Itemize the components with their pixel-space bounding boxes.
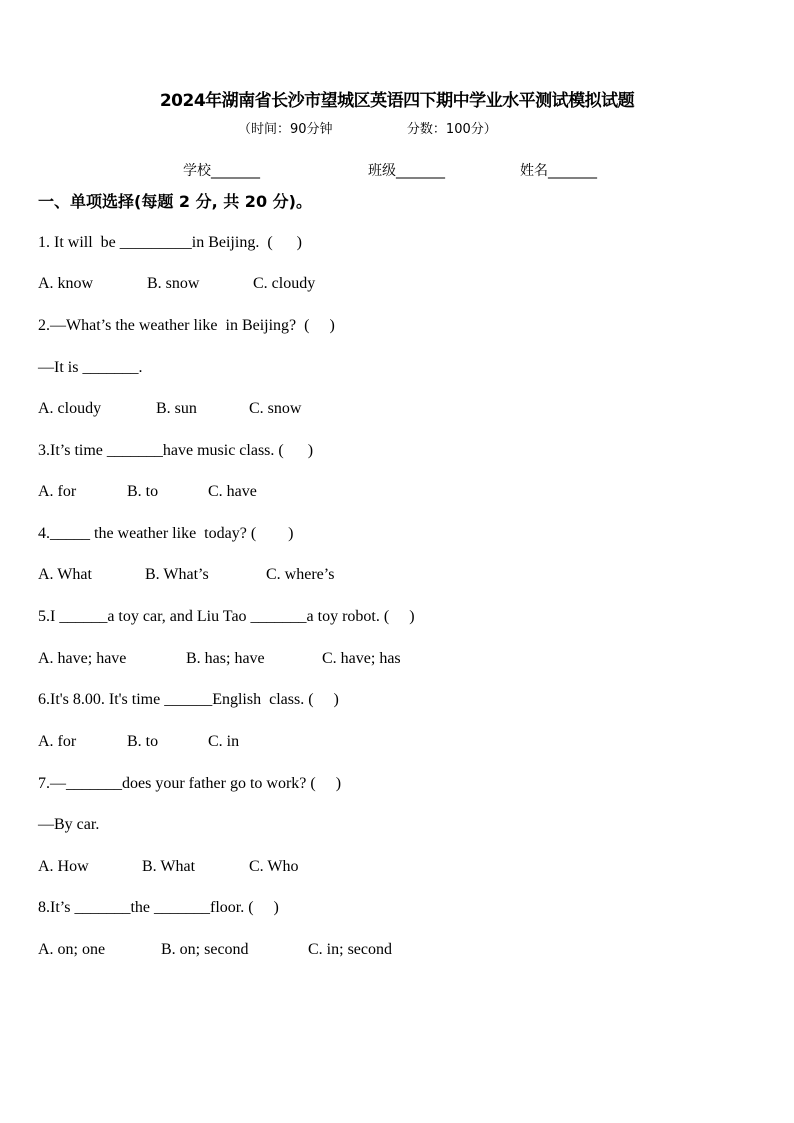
exam-time-score: （时间：90分钟 分数：100分） xyxy=(238,122,497,137)
option-c[interactable]: C. have xyxy=(208,483,257,500)
question-2-stem: 2.—What’s the weather like in Beijing? ( ) xyxy=(38,317,335,334)
option-c[interactable]: C. Who xyxy=(249,858,299,875)
option-c[interactable]: C. in; second xyxy=(308,941,392,958)
option-b[interactable]: B. What’s xyxy=(145,566,209,583)
question-1-stem: 1. It will be _________in Beijing. ( ) xyxy=(38,234,302,251)
option-c[interactable]: C. in xyxy=(208,733,240,750)
option-a[interactable]: A. know xyxy=(38,275,94,292)
option-a[interactable]: A. for xyxy=(38,483,77,500)
question-7-response: —By car. xyxy=(38,816,100,833)
question-6-options xyxy=(38,732,738,752)
option-a[interactable]: A. What xyxy=(38,566,92,583)
option-a[interactable]: A. on; one xyxy=(38,941,106,958)
question-2-response: —It is _______. xyxy=(38,359,143,376)
option-c[interactable]: C. snow xyxy=(249,400,302,417)
question-3-options xyxy=(38,482,738,502)
question-6-stem: 6.It's 8.00. It's time ______English class. ( ) xyxy=(38,691,339,708)
page-title: 2024年湖南省长沙市望城区英语四下期中学业水平测试模拟试题 xyxy=(159,91,635,111)
section-heading: 一、单项选择(每题 2 分, 共 20 分)。 xyxy=(38,192,312,211)
question-1-options xyxy=(38,274,738,294)
student-info-row xyxy=(0,160,794,180)
question-2-options xyxy=(38,399,738,419)
option-b[interactable]: B. sun xyxy=(156,400,197,417)
option-a[interactable]: A. for xyxy=(38,733,77,750)
class-field[interactable]: 班级_______ xyxy=(368,163,445,179)
question-7-options xyxy=(38,857,738,877)
option-c[interactable]: C. cloudy xyxy=(253,275,316,292)
question-8-options xyxy=(38,940,738,960)
option-a[interactable]: A. have; have xyxy=(38,650,127,667)
option-b[interactable]: B. on; second xyxy=(161,941,249,958)
question-8-stem: 8.It’s _______the _______floor. ( ) xyxy=(38,899,279,916)
option-a[interactable]: A. cloudy xyxy=(38,400,102,417)
option-b[interactable]: B. has; have xyxy=(186,650,265,667)
question-7-stem: 7.—_______does your father go to work? ( ) xyxy=(38,775,342,792)
option-b[interactable]: B. snow xyxy=(147,275,200,292)
question-5-options xyxy=(38,649,738,669)
question-3-stem: 3.It’s time _______have music class. ( ) xyxy=(38,442,314,459)
option-a[interactable]: A. How xyxy=(38,858,89,875)
question-5-stem: 5.I ______a toy car, and Liu Tao _______a toy robot. ( ) xyxy=(38,608,415,625)
name-field[interactable]: 姓名_______ xyxy=(520,163,597,179)
school-field[interactable]: 学校_______ xyxy=(183,163,260,179)
option-b[interactable]: B. What xyxy=(142,858,196,875)
option-b[interactable]: B. to xyxy=(127,733,159,750)
question-4-stem: 4._____ the weather like today? ( ) xyxy=(38,525,294,542)
question-4-options xyxy=(38,565,738,585)
option-c[interactable]: C. where’s xyxy=(266,566,335,583)
option-b[interactable]: B. to xyxy=(127,483,159,500)
option-c[interactable]: C. have; has xyxy=(322,650,401,667)
